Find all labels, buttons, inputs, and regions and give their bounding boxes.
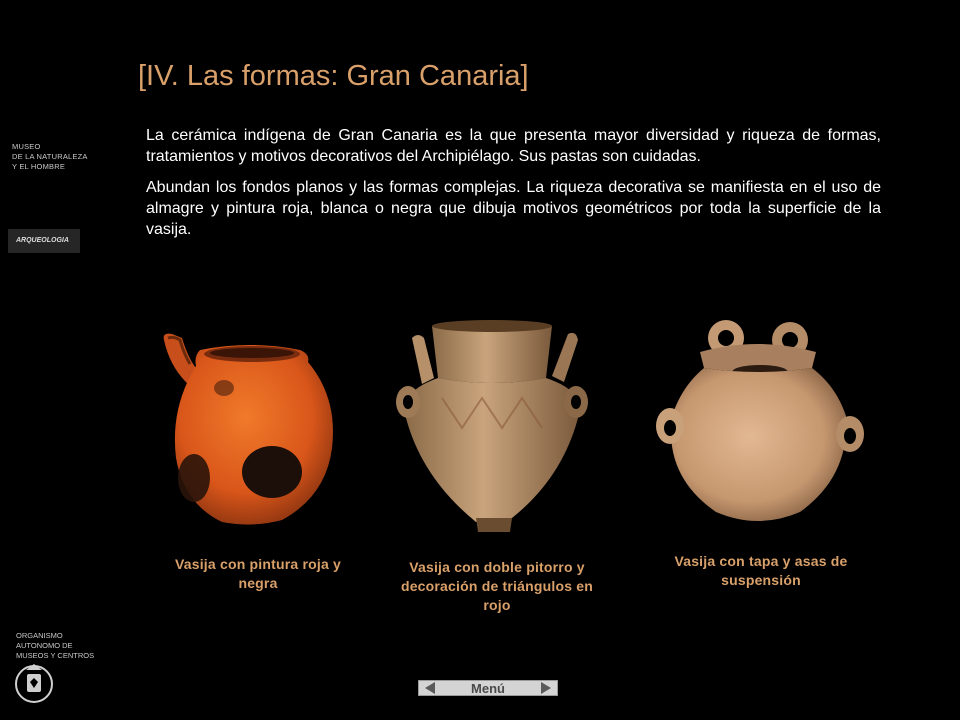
artifact-caption-3: Vasija con tapa y asas de suspensión [674,553,848,588]
cabildo-crest-icon [14,660,54,711]
org-logo [16,631,94,661]
intro-paragraph-1: La cerámica indígena de Gran Canaria es la que presenta mayor diversidad y riqueza de formas, tratamientos y motivos decorativos del Archipiélago. Sus pastas son cuidadas. [146,127,881,165]
right-arrow-icon[interactable] [541,682,551,694]
artifact-caption-1: Vasija con pintura roja y negra [174,556,342,591]
intro-text [146,125,881,250]
org-logo-line: ORGANISMO [16,631,63,640]
museum-logo-line: Y EL HOMBRE [12,162,66,171]
artifact-caption-2: Vasija con doble pitorro y decoración de triángulos en rojo [400,559,594,613]
intro-paragraph-2: Abundan los fondos planos y las formas complejas. La riqueza decorativa se manifiesta en el uso de almagre y pintura roja, blanca o negra que dibuja motivos geométricos por toda la superficie de la vasija. [146,179,881,238]
lidded-vessel-image [650,316,870,535]
page-title: [IV. Las formas: Gran Canaria] [138,60,529,92]
museum-logo-line: DE LA NATURALEZA [12,152,88,161]
museum-logo [12,142,88,172]
double-spout-vessel-image [392,318,592,543]
menu-button[interactable]: Menú [471,680,505,696]
menu-bar[interactable] [418,680,558,696]
org-logo-line: MUSEOS Y CENTROS [16,651,95,660]
left-arrow-icon[interactable] [425,682,435,694]
org-logo-line: AUTONOMO DE [16,641,73,650]
section-badge: ARQUEOLOGIA [8,229,80,253]
museum-logo-line: MUSEO [12,142,41,151]
red-black-vessel-image [160,328,346,533]
